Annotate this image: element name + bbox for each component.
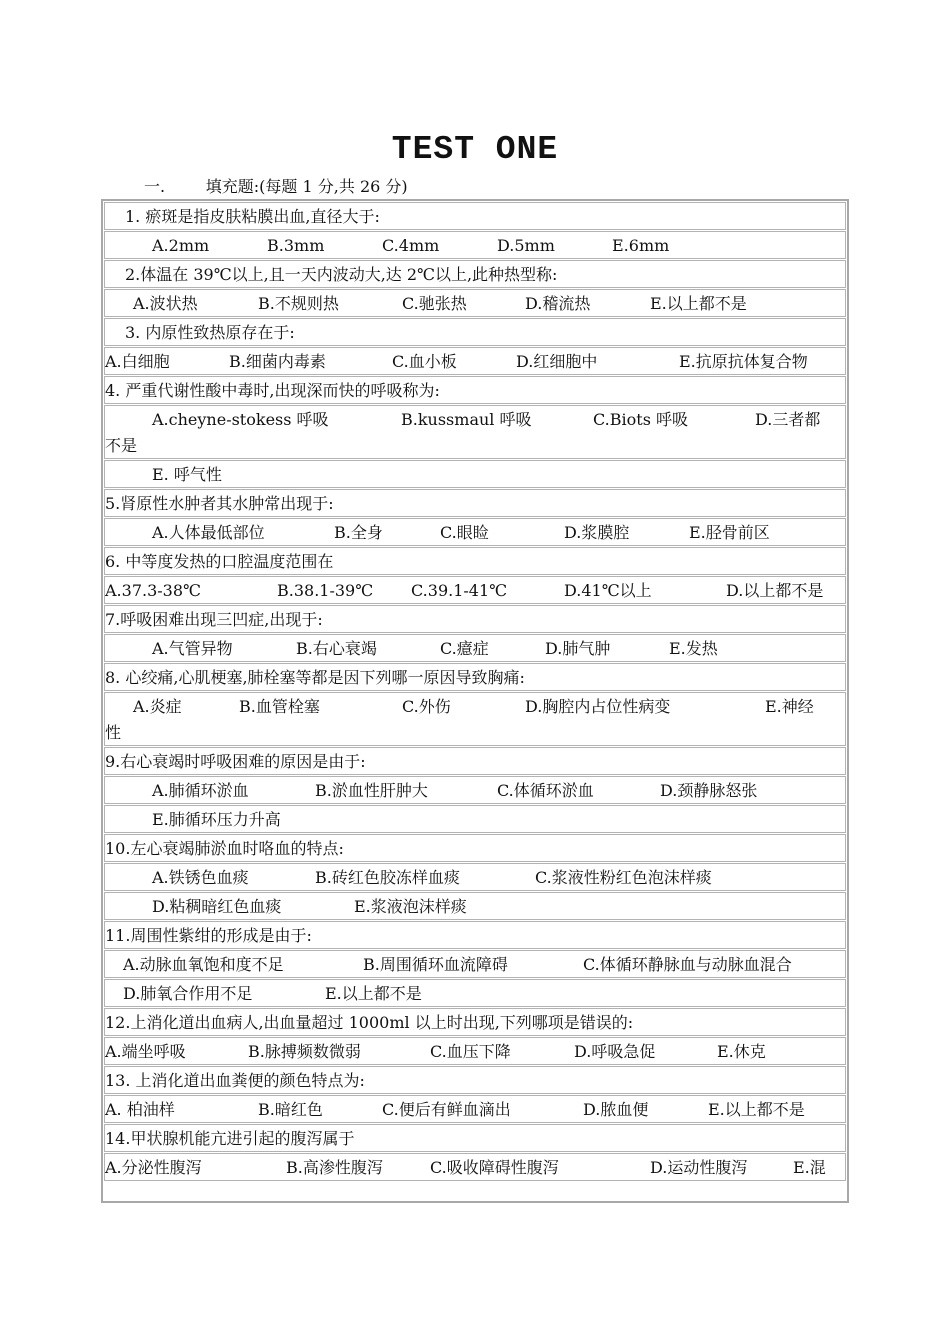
question-text: 7.呼吸困难出现三凹症,出现于:	[105, 610, 323, 629]
option-text: E.浆液泡沫样痰	[354, 897, 467, 916]
option-text: B.38.1-39℃	[277, 581, 374, 600]
question-row	[104, 1066, 846, 1094]
option-text: C.39.1-41℃	[411, 581, 508, 600]
option-text: E.休克	[717, 1042, 766, 1061]
option-text: C.血压下降	[430, 1042, 511, 1061]
option-text: E.以上都不是	[708, 1100, 805, 1119]
option-text: B.淤血性肝肿大	[315, 781, 428, 800]
option-text: D.以上都不是	[726, 581, 824, 600]
option-text: B.细菌内毒素	[229, 352, 326, 371]
question-row	[104, 260, 846, 288]
option-text: D.运动性腹泻	[650, 1158, 748, 1177]
options-row	[104, 1037, 846, 1065]
option-text: E.发热	[669, 639, 718, 658]
question-text: 12.上消化道出血病人,出血量超过 1000ml 以上时出现,下列哪项是错误的:	[105, 1013, 634, 1032]
option-text: A.肺循环淤血	[152, 781, 249, 800]
question-text: 14.甲状腺机能亢进引起的腹泻属于	[105, 1129, 355, 1148]
option-text: E. 呼气性	[152, 465, 222, 484]
option-text: E.以上都不是	[325, 984, 422, 1003]
option-text: C.外伤	[402, 697, 451, 716]
option-text: D.5mm	[497, 236, 555, 255]
section-number: 一.	[144, 177, 166, 196]
options-row	[104, 950, 846, 978]
option-text: B.kussmaul 呼吸	[401, 410, 532, 429]
option-text: A.人体最低部位	[152, 523, 265, 542]
option-text: B.周围循环血流障碍	[363, 955, 508, 974]
option-text: A.2mm	[152, 236, 210, 255]
option-text: D.41℃以上	[564, 581, 652, 600]
option-text: A.波状热	[133, 294, 198, 313]
question-row	[104, 1124, 846, 1152]
question-row	[104, 489, 846, 517]
question-row	[104, 834, 846, 862]
option-text: C.体循环淤血	[497, 781, 594, 800]
option-text: A. 柏油样	[105, 1100, 175, 1119]
option-text: D.脓血便	[583, 1100, 649, 1119]
options-row	[104, 289, 846, 317]
option-text: E.肺循环压力升高	[152, 810, 281, 829]
question-row	[104, 318, 846, 346]
question-row	[104, 547, 846, 575]
option-text: B.全身	[334, 523, 383, 542]
question-text: 8. 心绞痛,心肌梗塞,肺栓塞等都是因下列哪一原因导致胸痛:	[105, 668, 525, 687]
option-text: E.以上都不是	[650, 294, 747, 313]
question-row	[104, 202, 846, 230]
question-row	[104, 376, 846, 404]
options-row	[104, 1095, 846, 1123]
option-text: C.浆液性粉红色泡沫样痰	[535, 868, 712, 887]
question-text: 2.体温在 39℃以上,且一天内波动大,达 2℃以上,此种热型称:	[125, 265, 558, 284]
option-text: A.气管异物	[152, 639, 233, 658]
options-row	[104, 518, 846, 546]
option-text: A.37.3-38℃	[105, 581, 201, 600]
options-row	[104, 692, 846, 746]
question-text: 10.左心衰竭肺淤血时咯血的特点:	[105, 839, 344, 858]
options-row	[104, 347, 846, 375]
options-row	[104, 405, 846, 459]
option-text: C.体循环静脉血与动脉血混合	[583, 955, 792, 974]
question-text: 5.肾原性水肿者其水肿常出现于:	[105, 494, 334, 513]
option-text: A.铁锈色血痰	[152, 868, 249, 887]
option-text: C.血小板	[392, 352, 457, 371]
options-row	[104, 776, 846, 804]
option-text: C.眼睑	[440, 523, 489, 542]
option-text: A.端坐呼吸	[105, 1042, 186, 1061]
option-text: D.红细胞中	[516, 352, 598, 371]
question-text: 1. 瘀斑是指皮肤粘膜出血,直径大于:	[125, 207, 380, 226]
question-text: 4. 严重代谢性酸中毒时,出现深而快的呼吸称为:	[105, 381, 440, 400]
option-text: D.浆膜腔	[564, 523, 630, 542]
option-text: E.6mm	[612, 236, 670, 255]
option-text: 不是	[105, 436, 138, 455]
option-text: E.抗原抗体复合物	[679, 352, 808, 371]
option-text: D.肺气肿	[545, 639, 611, 658]
question-text: 6. 中等度发热的口腔温度范围在	[105, 552, 334, 571]
section-label: 填充题:(每题 1 分,共 26 分)	[205, 177, 408, 196]
option-text: D.肺氧合作用不足	[123, 984, 253, 1003]
option-text: B.砖红色胶冻样血痰	[315, 868, 460, 887]
question-row	[104, 605, 846, 633]
options-row	[104, 634, 846, 662]
question-row	[104, 1008, 846, 1036]
option-text: D.颈静脉怒张	[660, 781, 758, 800]
option-text: B.血管栓塞	[239, 697, 320, 716]
question-text: 13. 上消化道出血粪便的颜色特点为:	[105, 1071, 365, 1090]
option-text: D.三者都	[755, 410, 821, 429]
options-row	[104, 863, 846, 891]
option-text: C.驰张热	[402, 294, 467, 313]
option-text: D.粘稠暗红色血痰	[152, 897, 282, 916]
option-text: B.不规则热	[258, 294, 339, 313]
options-row	[104, 979, 846, 1007]
option-text: D.呼吸急促	[574, 1042, 656, 1061]
option-text: E.胫骨前区	[689, 523, 770, 542]
options-row	[104, 231, 846, 259]
question-row	[104, 921, 846, 949]
option-text: D.稽流热	[525, 294, 591, 313]
option-text: B.高渗性腹泻	[286, 1158, 383, 1177]
options-row	[104, 576, 846, 604]
option-text: D.胸腔内占位性病变	[525, 697, 671, 716]
question-row	[104, 747, 846, 775]
option-text: A.动脉血氧饱和度不足	[123, 955, 284, 974]
option-text: C.癔症	[440, 639, 489, 658]
question-text: 9.右心衰竭时呼吸困难的原因是由于:	[105, 752, 366, 771]
option-text: A.炎症	[133, 697, 182, 716]
option-text: A.cheyne-stokess 呼吸	[152, 410, 329, 429]
option-text: C.4mm	[382, 236, 440, 255]
option-text: E.神经	[765, 697, 814, 716]
question-table	[101, 199, 849, 1203]
option-text: B.3mm	[267, 236, 325, 255]
option-text: E.混	[793, 1158, 826, 1177]
option-text: A.白细胞	[105, 352, 170, 371]
option-text: C.吸收障碍性腹泻	[430, 1158, 559, 1177]
option-text: B.右心衰竭	[296, 639, 377, 658]
option-text: A.分泌性腹泻	[105, 1158, 202, 1177]
options-row	[104, 1153, 846, 1181]
section-heading	[144, 176, 408, 198]
option-text: B.暗红色	[258, 1100, 323, 1119]
option-text: C.Biots 呼吸	[593, 410, 688, 429]
question-text: 11.周围性紫绀的形成是由于:	[105, 926, 312, 945]
question-row	[104, 663, 846, 691]
options-row	[104, 460, 846, 488]
options-row	[104, 805, 846, 833]
question-text: 3. 内原性致热原存在于:	[125, 323, 295, 342]
option-text: C.便后有鲜血滴出	[382, 1100, 511, 1119]
options-row	[104, 892, 846, 920]
option-text: 性	[105, 723, 122, 742]
page-title: TEST ONE	[391, 131, 559, 168]
option-text: B.脉搏频数微弱	[248, 1042, 361, 1061]
